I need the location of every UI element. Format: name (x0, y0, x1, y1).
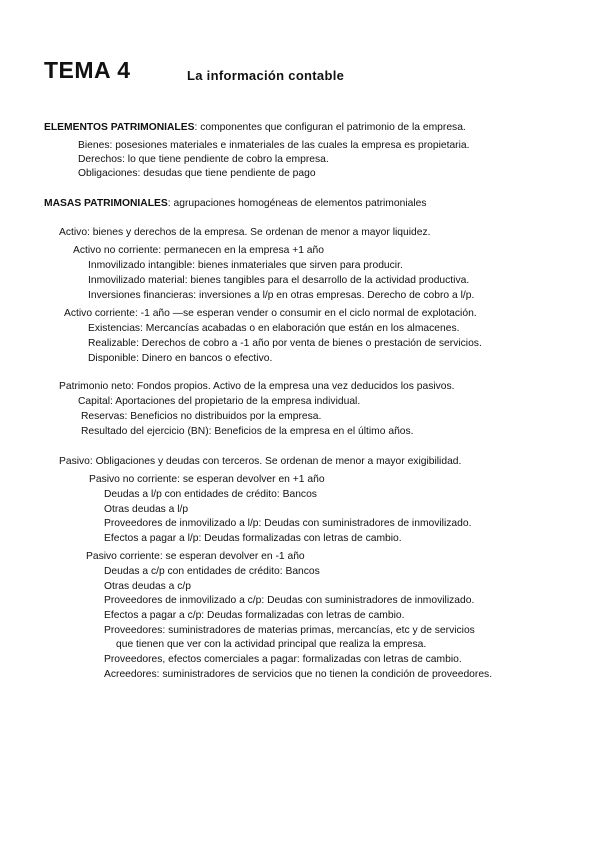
list-item: Inmovilizado material: bienes tangibles para el desarrollo de la actividad productiva. (88, 275, 470, 286)
list-item: Efectos a pagar a c/p: Deudas formalizadas con letras de cambio. (104, 610, 405, 621)
elementos-item-derechos: Derechos: lo que tiene pendiente de cobro la empresa. (78, 154, 329, 165)
pasivo-corriente: Pasivo corriente: se esperan devolver en -1 año (86, 551, 305, 562)
list-item: Capital: Aportaciones del propietario de la empresa individual. (78, 396, 361, 407)
list-item: Resultado del ejercicio (BN): Beneficios de la empresa en el último años. (81, 426, 414, 437)
list-item: Realizable: Derechos de cobro a -1 año por venta de bienes o prestación de servicios. (88, 338, 482, 349)
list-item: Proveedores de inmovilizado a l/p: Deudas con suministradores de inmovilizado. (104, 518, 472, 529)
elementos-definition: : componentes que configuran el patrimonio de la empresa. (194, 122, 466, 133)
list-item: Reservas: Beneficios no distribuidos por la empresa. (81, 411, 322, 422)
masas-definition: : agrupaciones homogéneas de elementos patrimoniales (167, 198, 427, 209)
activo-title: Activo: bienes y derechos de la empresa. Se ordenan de menor a mayor liquidez. (59, 227, 431, 238)
list-item: Proveedores: suministradores de materias primas, mercancías, etc y de servicios (104, 625, 475, 636)
activo-no-corriente: Activo no corriente: permanecen en la empresa +1 año (73, 245, 324, 256)
list-item: Disponible: Dinero en bancos o efectivo. (88, 353, 273, 364)
elementos-heading: ELEMENTOS PATRIMONIALES (44, 122, 195, 133)
page-subtitle: La información contable (187, 68, 345, 83)
list-item: Efectos a pagar a l/p: Deudas formalizadas con letras de cambio. (104, 533, 402, 544)
list-item-continuation: que tienen que ver con la actividad principal que realiza la empresa. (116, 639, 427, 650)
masas-heading-line (44, 197, 427, 210)
elementos-item-bienes: Bienes: posesiones materiales e inmateriales de las cuales la empresa es propietaria. (78, 140, 470, 151)
page-title: TEMA 4 (44, 57, 131, 83)
masas-heading: MASAS PATRIMONIALES (44, 198, 168, 209)
pasivo-title: Pasivo: Obligaciones y deudas con terceros. Se ordenan de menor a mayor exigibilidad. (59, 456, 462, 467)
patrimonio-title: Patrimonio neto: Fondos propios. Activo de la empresa una vez deducidos los pasivos. (59, 381, 455, 392)
pasivo-no-corriente: Pasivo no corriente: se esperan devolver en +1 año (89, 474, 325, 485)
activo-corriente: Activo corriente: -1 año —se esperan vender o consumir en el ciclo normal de explotación. (64, 308, 477, 319)
list-item: Otras deudas a l/p (104, 504, 189, 515)
list-item: Inversiones financieras: inversiones a l/p en otras empresas. Derecho de cobro a l/p. (88, 290, 475, 301)
list-item: Inmovilizado intangible: bienes inmateriales que sirven para producir. (88, 260, 403, 271)
elementos-heading-line (44, 121, 466, 134)
elementos-item-obligaciones: Obligaciones: desudas que tiene pendiente de pago (78, 168, 316, 179)
list-item: Otras deudas a c/p (104, 581, 192, 592)
list-item: Proveedores, efectos comerciales a pagar: formalizadas con letras de cambio. (104, 654, 462, 665)
list-item: Acreedores: suministradores de servicios que no tienen la condición de proveedores. (104, 669, 493, 680)
list-item: Deudas a l/p con entidades de crédito: Bancos (104, 489, 317, 500)
list-item: Deudas a c/p con entidades de crédito: Bancos (104, 566, 320, 577)
list-item: Proveedores de inmovilizado a c/p: Deudas con suministradores de inmovilizado. (104, 595, 475, 606)
list-item: Existencias: Mercancías acabadas o en elaboración que están en los almacenes. (88, 323, 460, 334)
